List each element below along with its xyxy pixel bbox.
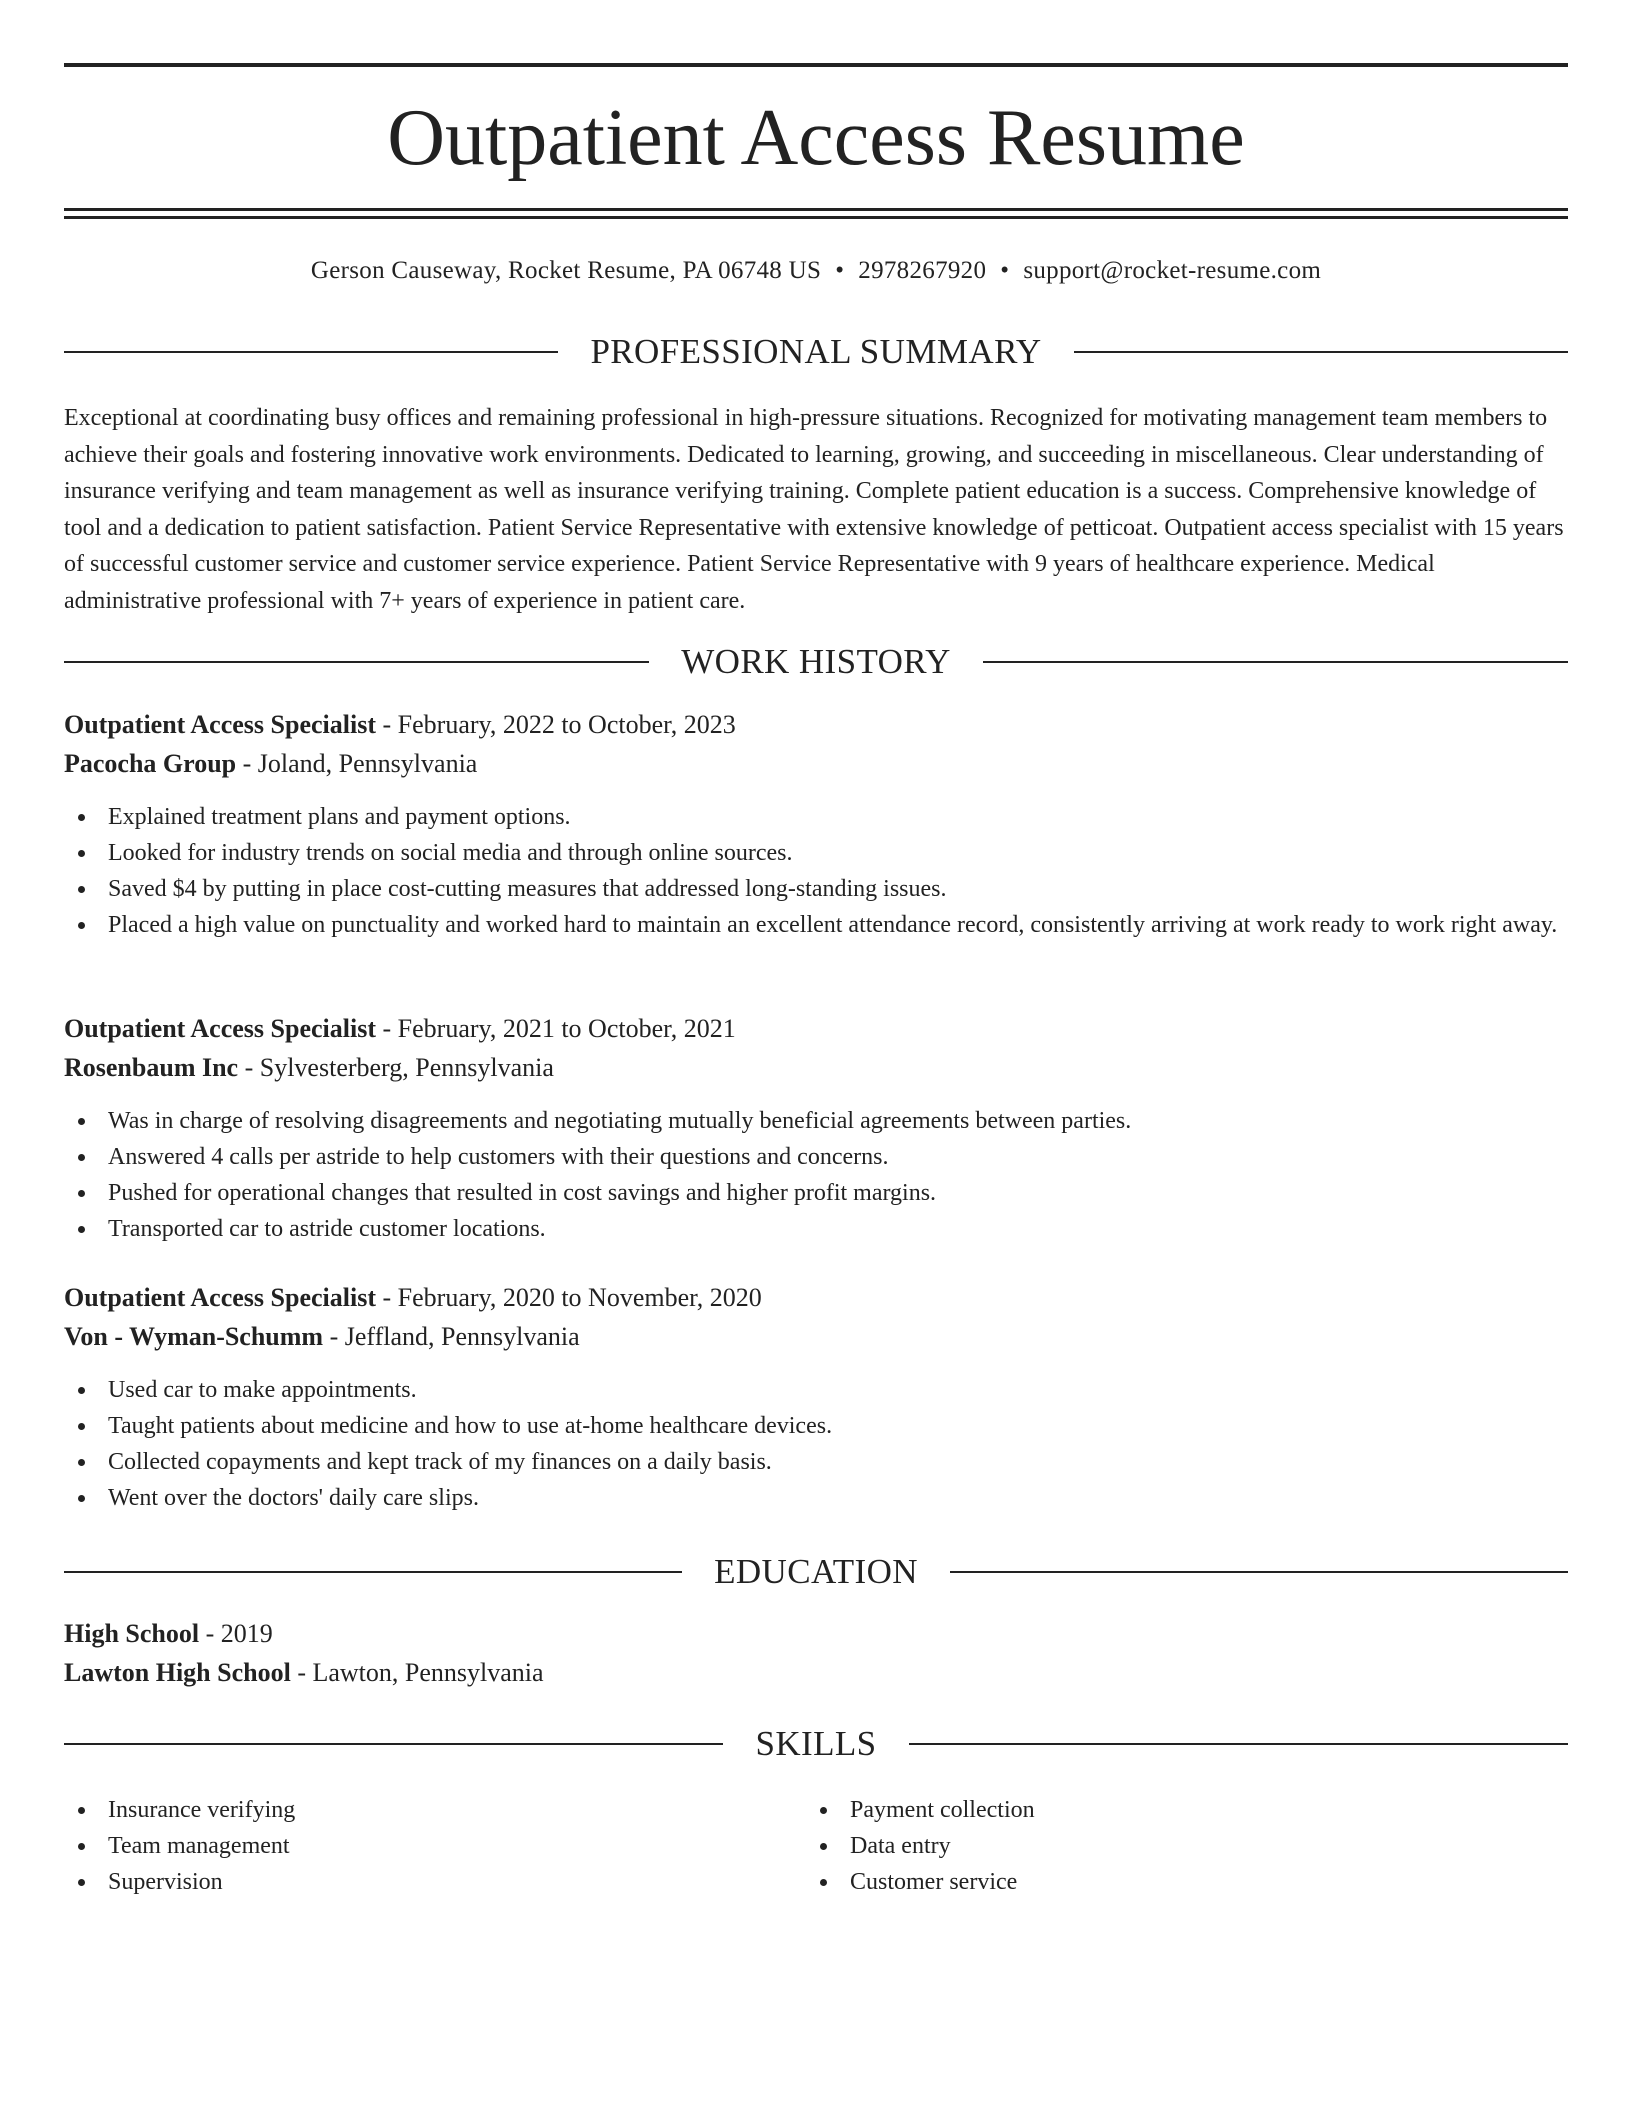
list-item [64,1864,764,1900]
section-heading-summary [64,330,1568,374]
summary-text: Exceptional at coordinating busy offices and remaining professional in high-pressure situations. Recognized for motivating management team members to achieve their goals and fostering innovative work environments. Dedicated to learning, growing, and succeeding in miscellaneous. Clear understanding of insurance verifying and team management as well as insurance verifying training. Complete patient education is a success. Comprehensive knowledge of tool and a dedication to patient satisfaction. Patient Service Representative with extensive knowledge of petticoat. Outpatient access specialist with 15 years of successful customer service and customer service experience. Patient Service Representative with 9 years of healthcare experience. Medical administrative professional with 7+ years of experience in patient care. [64,405,1564,614]
heading-rule [950,1571,1568,1573]
bullet-text: Placed a high value on punctuality and worked hard to maintain an excellent attendance record, consistently arriving at work ready to work right away. [108,912,1558,938]
bullet-text: Taught patients about medicine and how to use at-home healthcare devices. [108,1413,833,1439]
skills-list [64,1792,764,1900]
list-item [64,1211,1568,1247]
list-item [64,1139,1568,1175]
job-location: - Joland, Pennsylvania [236,749,478,778]
skills-column-right [806,1792,1506,1900]
title-rule-upper [64,208,1568,211]
job-location: - Jeffland, Pennsylvania [323,1322,580,1351]
list-item [806,1864,1506,1900]
job-company: Von - Wyman-Schumm [64,1322,324,1351]
list-item [64,799,1568,835]
heading-rule [1074,351,1568,353]
job-location: - Sylvesterberg, Pennsylvania [238,1053,554,1082]
skill-text: Payment collection [850,1797,1035,1823]
education-degree-line [64,1615,1568,1653]
top-rule [64,63,1568,67]
contact-phone: 2978267920 [858,257,987,284]
heading-rule [983,661,1568,663]
list-item [64,1408,1568,1444]
bullet-dot [820,1879,827,1886]
job-company: Pacocha Group [64,749,237,778]
resume-title: Outpatient Access Resume [387,94,1245,182]
skill-text: Customer service [850,1869,1018,1895]
bullet-text: Answered 4 calls per astride to help customers with their questions and concerns. [108,1144,889,1170]
job-company: Rosenbaum Inc [64,1053,239,1082]
skill-text: Team management [108,1833,290,1859]
education-location: - Lawton, Pennsylvania [290,1658,544,1687]
bullet-dot [820,1807,827,1814]
education-entry [64,1615,1568,1692]
education-school-line [64,1654,1568,1692]
heading-rule [64,661,649,663]
bullet-text: Used car to make appointments. [108,1377,417,1403]
bullet-dot [78,1879,85,1886]
bullet-dot [78,1807,85,1814]
job-entry [64,1010,1568,1247]
job-company-line [64,1318,1568,1356]
job-dates: - February, 2020 to November, 2020 [376,1283,762,1312]
list-item [64,871,1568,907]
section-heading-work [64,640,1568,684]
skill-text: Data entry [850,1833,951,1859]
section-title: SKILLS [755,1724,877,1763]
contact-separator: • [835,257,845,284]
bullet-dot [78,814,85,821]
heading-rule [64,1743,723,1745]
job-title-line [64,1010,1568,1048]
bullet-dot [78,1154,85,1161]
bullet-dot [78,1843,85,1850]
education-school: Lawton High School [64,1658,291,1687]
list-item [64,835,1568,871]
job-title-line [64,1279,1568,1317]
skill-text: Insurance verifying [108,1797,296,1823]
job-entry [64,706,1568,943]
bullet-dot [78,1423,85,1430]
bullet-text: Transported car to astride customer locations. [108,1216,546,1242]
list-item [64,1103,1568,1139]
bullet-dot [78,1387,85,1394]
job-company-line [64,1049,1568,1087]
bullet-dot [78,850,85,857]
list-item [806,1792,1506,1828]
skill-text: Supervision [108,1869,223,1895]
bullet-text: Went over the doctors' daily care slips. [108,1485,479,1511]
contact-line [64,254,1568,288]
list-item [64,1828,764,1864]
bullet-dot [78,922,85,929]
list-item [64,1372,1568,1408]
job-bullets [64,1372,1568,1516]
bullet-text: Pushed for operational changes that resulted in cost savings and higher profit margins. [108,1180,937,1206]
job-title: Outpatient Access Specialist [64,1283,376,1312]
job-bullets [64,799,1568,943]
bullet-dot [78,1459,85,1466]
skills-column-left [64,1792,764,1900]
list-item [64,907,1568,943]
bullet-text: Was in charge of resolving disagreements and negotiating mutually beneficial agreements between parties. [108,1108,1132,1134]
section-title: PROFESSIONAL SUMMARY [590,332,1042,371]
bullet-text: Looked for industry trends on social media and through online sources. [108,840,793,866]
education-year: - 2019 [199,1619,273,1648]
bullet-text: Collected copayments and kept track of my finances on a daily basis. [108,1449,772,1475]
job-title: Outpatient Access Specialist [64,710,376,739]
job-company-line [64,745,1568,783]
section-title: WORK HISTORY [681,642,951,681]
job-dates: - February, 2022 to October, 2023 [376,710,736,739]
skills-list [806,1792,1506,1900]
bullet-text: Saved $4 by putting in place cost-cutting measures that addressed long-standing issues. [108,876,947,902]
section-heading-skills [64,1722,1568,1766]
bullet-dot [78,886,85,893]
contact-address: Gerson Causeway, Rocket Resume, PA 06748 US [310,257,822,284]
list-item [64,1792,764,1828]
contact-email: support@rocket-resume.com [1023,257,1322,284]
bullet-dot [820,1843,827,1850]
heading-rule [909,1743,1568,1745]
bullet-dot [78,1226,85,1233]
section-title: EDUCATION [714,1552,918,1591]
list-item [806,1828,1506,1864]
section-heading-education [64,1550,1568,1594]
job-title: Outpatient Access Specialist [64,1014,376,1043]
heading-rule [64,1571,682,1573]
bullet-dot [78,1190,85,1197]
bullet-text: Explained treatment plans and payment options. [108,804,571,830]
job-bullets [64,1103,1568,1247]
list-item [64,1175,1568,1211]
bullet-dot [78,1495,85,1502]
title-rule-lower [64,216,1568,219]
heading-rule [64,351,558,353]
bullet-dot [78,1118,85,1125]
list-item [64,1444,1568,1480]
job-entry [64,1279,1568,1516]
job-title-line [64,706,1568,744]
education-degree: High School [64,1619,200,1648]
list-item [64,1480,1568,1516]
job-dates: - February, 2021 to October, 2021 [376,1014,736,1043]
contact-separator: • [1000,257,1010,284]
